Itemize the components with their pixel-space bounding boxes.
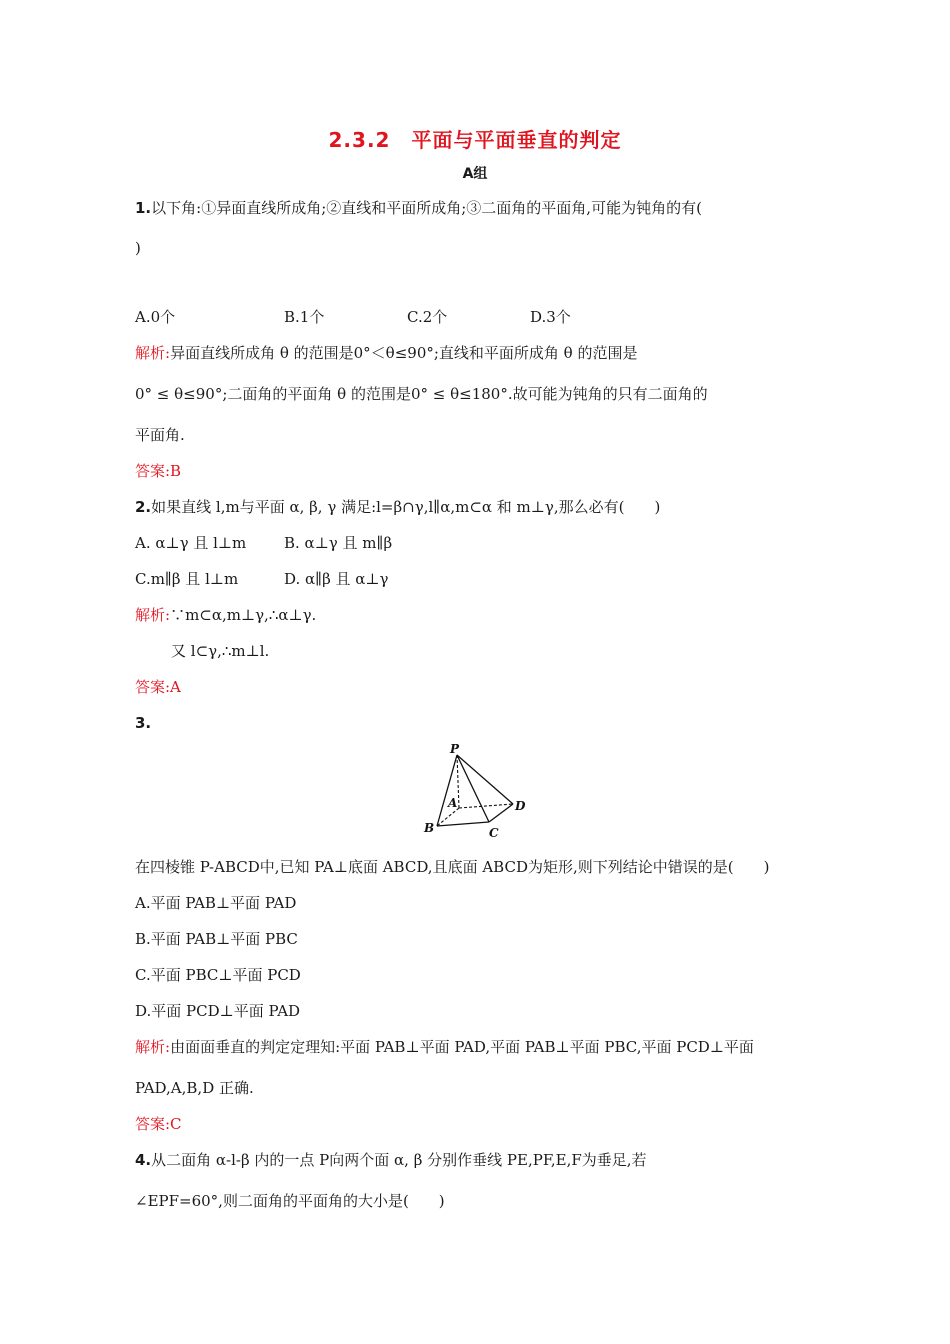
edge-cd bbox=[489, 804, 513, 822]
analysis-label: 解析: bbox=[135, 606, 171, 624]
edge-ad bbox=[459, 804, 513, 808]
question-4 bbox=[135, 1150, 647, 1170]
question-3-number: 3. bbox=[135, 714, 152, 732]
option-d: D. α∥β 且 α⊥γ bbox=[284, 570, 389, 588]
option-b: B. α⊥γ 且 m∥β bbox=[284, 534, 393, 552]
page-title: 2.3.2 平面与平面垂直的判定 bbox=[328, 128, 622, 152]
question-text: 如果直线 l,m与平面 α, β, γ 满足:l=β∩γ,l∥α,m⊂α 和 m⊥γ,那么必有( ) bbox=[151, 498, 661, 516]
label-d: D bbox=[515, 799, 526, 813]
answer-3: 答案:C bbox=[135, 1115, 182, 1133]
group-heading: A组 bbox=[462, 166, 488, 182]
edge-bc bbox=[437, 822, 489, 826]
analysis-text: 由面面垂直的判定定理知:平面 PAB⊥平面 PAD,平面 PAB⊥平面 PBC,平面 PCD⊥平面 bbox=[170, 1038, 754, 1056]
analysis-1-line-2: 0° ≤ θ≤90°;二面角的平面角 θ 的范围是0° ≤ θ≤180°.故可能为钝角的只有二面角的 bbox=[135, 385, 708, 403]
label-p: P bbox=[450, 742, 460, 756]
answer-1 bbox=[135, 461, 181, 481]
question-1-continuation: ) bbox=[135, 239, 141, 257]
question-2 bbox=[135, 497, 660, 517]
label-b: B bbox=[424, 821, 435, 835]
label-a: A bbox=[448, 796, 458, 810]
option-b: B.1个 bbox=[284, 308, 325, 326]
analysis-1-line-3: 平面角. bbox=[135, 426, 185, 444]
option-a: A.平面 PAB⊥平面 PAD bbox=[135, 894, 297, 912]
question-number: 2. bbox=[135, 498, 152, 516]
question-1 bbox=[135, 198, 702, 218]
edge-pb bbox=[437, 755, 457, 826]
edge-pc bbox=[457, 755, 489, 822]
option-c: C.2个 bbox=[407, 308, 448, 326]
option-d: D.平面 PCD⊥平面 PAD bbox=[135, 1002, 301, 1020]
analysis-text: 异面直线所成角 θ 的范围是0°＜θ≤90°;直线和平面所成角 θ 的范围是 bbox=[170, 344, 638, 362]
option-d: D.3个 bbox=[530, 308, 571, 326]
analysis-3 bbox=[135, 1037, 754, 1057]
edge-ab bbox=[437, 808, 459, 826]
edge-pd bbox=[457, 755, 513, 804]
option-c: C.平面 PBC⊥平面 PCD bbox=[135, 966, 301, 984]
question-text: 以下角:①异面直线所成角;②直线和平面所成角;③二面角的平面角,可能为钝角的有( bbox=[151, 199, 702, 217]
analysis-text: ∵m⊂α,m⊥γ,∴α⊥γ. bbox=[170, 606, 317, 624]
analysis-2-line-2: 又 l⊂γ,∴m⊥l. bbox=[171, 642, 270, 660]
question-number: 4. bbox=[135, 1151, 152, 1169]
pyramid-figure bbox=[420, 742, 530, 842]
question-4-line-2: ∠EPF=60°,则二面角的平面角的大小是( ) bbox=[135, 1192, 445, 1210]
question-text: 从二面角 α-l-β 内的一点 P向两个面 α, β 分别作垂线 PE,PF,E,F为垂足,若 bbox=[151, 1151, 647, 1169]
question-3-text: 在四棱锥 P-ABCD中,已知 PA⊥底面 ABCD,且底面 ABCD为矩形,则下列结论中错误的是( ) bbox=[135, 858, 770, 876]
option-a: A. α⊥γ 且 l⊥m bbox=[135, 534, 247, 552]
analysis-2 bbox=[135, 605, 316, 625]
option-a: A.0个 bbox=[135, 308, 176, 326]
analysis-3-line-2: PAD,A,B,D 正确. bbox=[135, 1079, 254, 1097]
analysis-1 bbox=[135, 343, 637, 363]
analysis-label: 解析: bbox=[135, 344, 171, 362]
option-b: B.平面 PAB⊥平面 PBC bbox=[135, 930, 298, 948]
answer-text: 答案:B bbox=[135, 462, 182, 480]
option-c: C.m∥β 且 l⊥m bbox=[135, 570, 239, 588]
question-number: 1. bbox=[135, 199, 152, 217]
analysis-label: 解析: bbox=[135, 1038, 171, 1056]
label-c: C bbox=[489, 826, 499, 840]
answer-2: 答案:A bbox=[135, 678, 181, 696]
